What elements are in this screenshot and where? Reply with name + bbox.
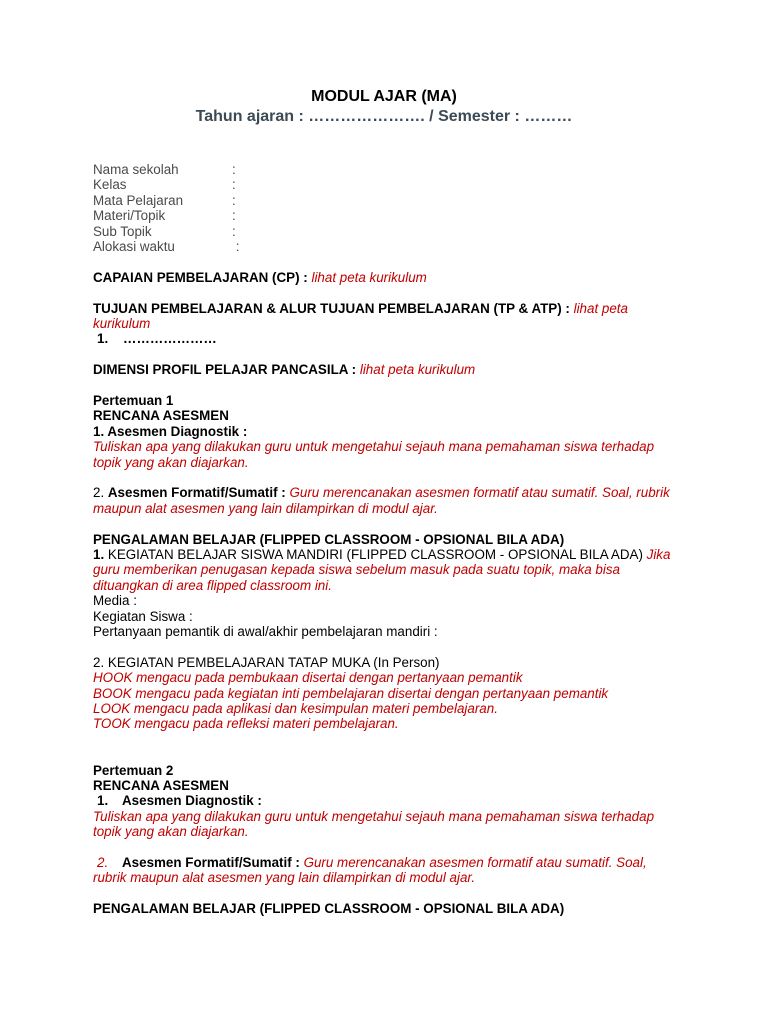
info-colon: : [232,192,236,208]
meeting1-form-num: 2. [93,485,108,501]
info-colon: : [232,238,240,254]
meeting1-hook: HOOK mengacu pada pembukaan disertai dengan pertanyaan pemantik [93,670,523,686]
meeting1-kegiatan-siswa: Kegiatan Siswa : [93,608,193,624]
meeting1-book: BOOK mengacu pada kegiatan inti pembelajaran disertai dengan pertanyaan pemantik [93,685,609,701]
meeting1-formatif [93,485,683,516]
info-row-alokasi-waktu [93,239,683,254]
meeting1-form-note: Guru merencanakan asesmen formatif atau sumatif. Soal, rubrik maupun alat asesmen yang lain dilampirkan di modul ajar. [93,485,670,516]
meeting2-form-note: Guru merencanakan asesmen formatif atau sumatif. Soal, rubrik maupun alat asesmen yang lain dilampirkan di modul ajar. [93,855,647,886]
meeting2-formatif [93,855,683,886]
document-body [93,162,683,917]
info-colon: : [232,177,236,193]
info-label: Mata Pelajaran [93,192,184,208]
meeting1-media: Media : [93,593,137,609]
meeting1-look: LOOK mengacu pada aplikasi dan kesimpulan materi pembelajaran. [93,701,498,717]
info-row-nama-sekolah [93,162,683,177]
info-row-sub-topik [93,224,683,239]
cp-section [93,270,683,285]
meeting1-took: TOOK mengacu pada refleksi materi pembelajaran. [93,716,399,732]
cp-note: lihat peta kurikulum [311,269,427,285]
meeting1-kegiatan1 [93,547,683,593]
info-label: Materi/Topik [93,208,166,224]
meeting2-diag-label: Asesmen Diagnostik : [122,793,262,809]
meeting2-pengalaman-title: PENGALAMAN BELAJAR (FLIPPED CLASSROOM - OPSIONAL BILA ADA) [93,901,565,917]
tp-note: lihat peta kurikulum [93,300,628,331]
meeting1-diag-label: 1. Asesmen Diagnostik : [93,423,248,439]
meeting2-diag [93,793,683,808]
meeting1-asesmen-title: RENCANA ASESMEN [93,408,229,424]
tp-label: TUJUAN PEMBELAJARAN & ALUR TUJUAN PEMBELAJARAN (TP & ATP) : [93,300,574,316]
meeting1-title: Pertemuan 1 [93,392,174,408]
dpp-label: DIMENSI PROFIL PELAJAR PANCASILA : [93,362,360,378]
tp-item: 1. ………………… [97,331,217,347]
info-colon: : [232,208,236,224]
info-fields [93,162,683,254]
meeting2-form-label: Asesmen Formatif/Sumatif : [122,855,304,871]
meeting1-diag-note: Tuliskan apa yang dilakukan guru untuk mengetahui sejauh mana pemahaman siswa terhadap topik yang akan diajarkan. [93,439,655,470]
info-row-materi-topik [93,208,683,223]
meeting2-diag-note: Tuliskan apa yang dilakukan guru untuk mengetahui sejauh mana pemahaman siswa terhadap topik yang akan diajarkan. [93,808,655,840]
meeting1-kegiatan1-num: 1. [93,546,108,562]
meeting1-kegiatan1-note: Jika guru memberikan penugasan kepada siswa sebelum masuk pada suatu topik, maka bisa dituangkan di area flipped classroom ini. [93,546,671,593]
cp-label: CAPAIAN PEMBELAJARAN (CP) : [93,269,312,285]
meeting1-form-label: Asesmen Formatif/Sumatif : [107,485,290,501]
meeting2-asesmen-title: RENCANA ASESMEN [93,778,229,794]
info-label: Nama sekolah [93,162,179,177]
info-row-kelas [93,177,683,192]
meeting1-kegiatan2: 2. KEGIATAN PEMBELAJARAN TATAP MUKA (In Person) [93,654,440,670]
tp-section [93,301,683,332]
info-label: Kelas [93,177,127,193]
meeting1-pertanyaan: Pertanyaan pemantik di awal/akhir pembelajaran mandiri : [93,624,438,639]
meeting2-title: Pertemuan 2 [93,762,174,778]
info-label: Alokasi waktu [93,238,175,254]
dpp-section [93,362,683,377]
dpp-note: lihat peta kurikulum [359,362,476,378]
document-subtitle: Tahun ajaran : …………………. / Semester : ……… [195,108,573,125]
info-colon: : [232,162,236,177]
meeting2-diag-num: 1. [97,793,109,809]
info-row-mata-pelajaran [93,193,683,208]
meeting2-form-num: 2. [97,855,109,871]
document-title: MODUL AJAR (MA) [311,88,457,105]
meeting1-pengalaman-title: PENGALAMAN BELAJAR (FLIPPED CLASSROOM - OPSIONAL BILA ADA) [93,531,565,547]
info-label: Sub Topik [93,223,152,239]
meeting1-kegiatan1-label: KEGIATAN BELAJAR SISWA MANDIRI (FLIPPED CLASSROOM - OPSIONAL BILA ADA) [107,546,647,562]
info-colon: : [232,223,236,239]
